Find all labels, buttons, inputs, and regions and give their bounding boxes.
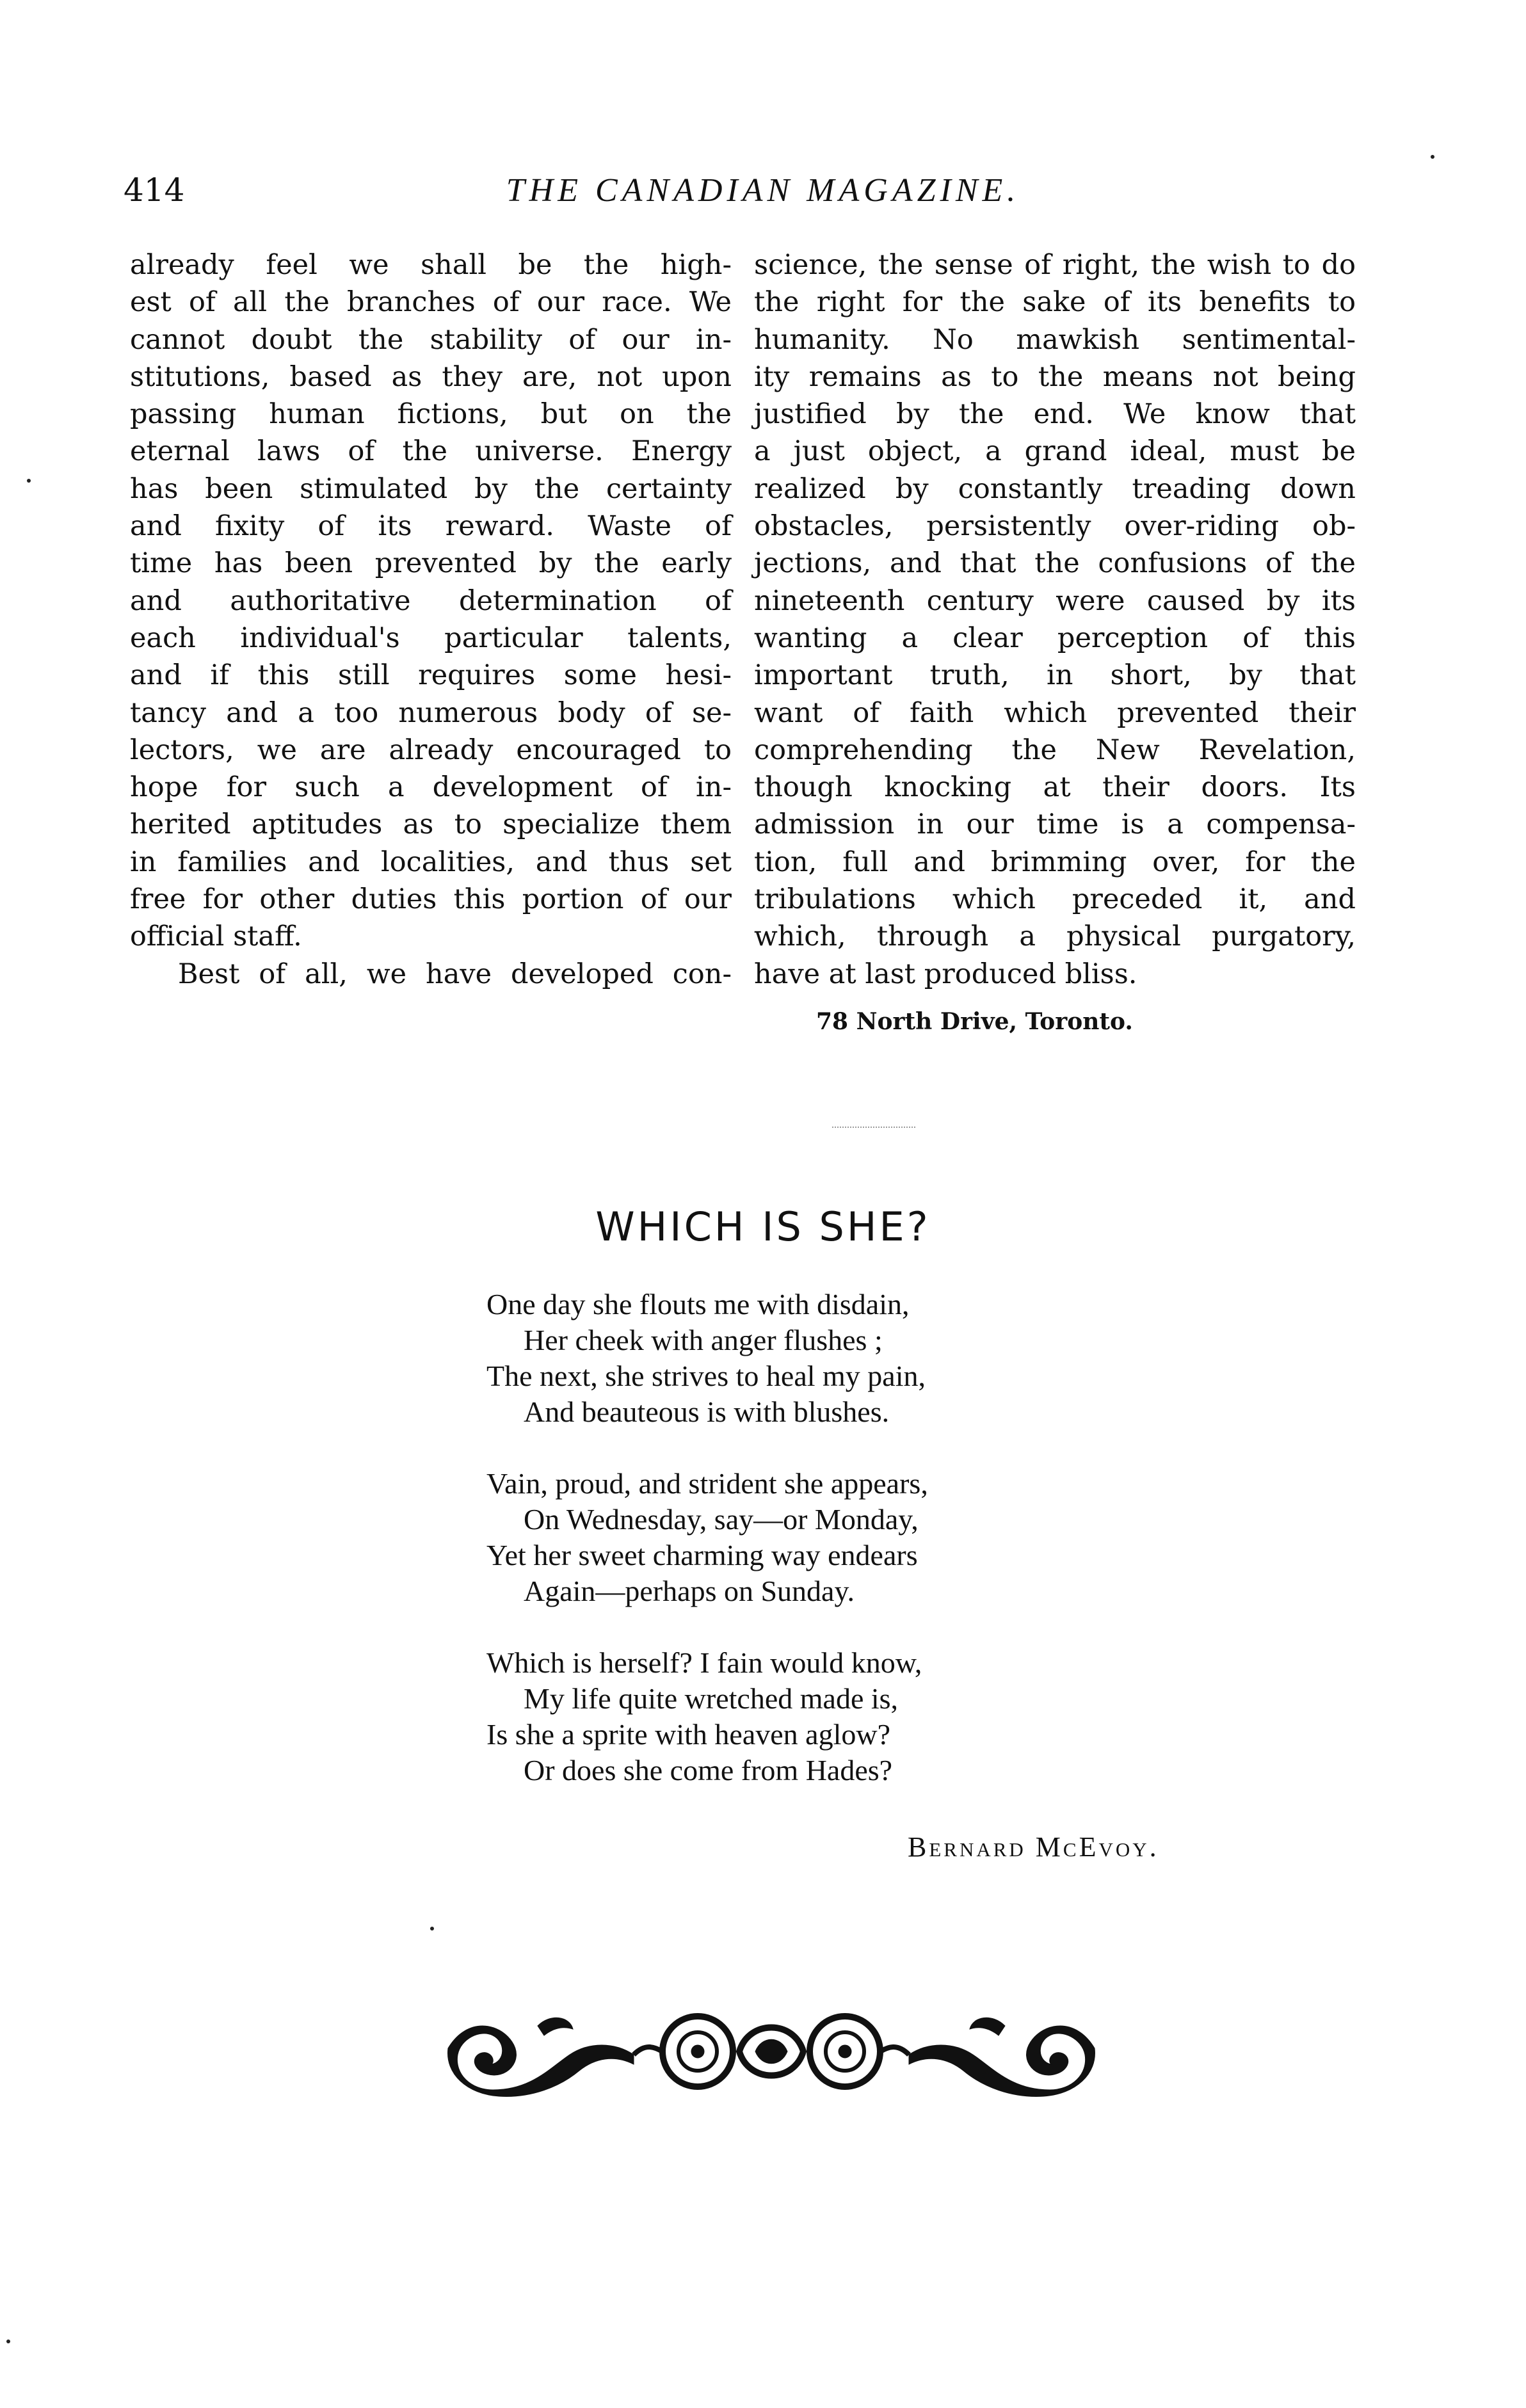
- text-line: already feel we shall be the high-: [130, 249, 732, 281]
- text-line: in families and localities, and thus set: [130, 846, 732, 878]
- text-line: want of faith which prevented their: [754, 696, 1356, 729]
- text-line: tion, full and brimming over, for the: [754, 846, 1356, 878]
- text-line: realized by constantly treading down: [754, 472, 1356, 505]
- poem-stanza: [486, 1287, 928, 1430]
- text-line: has been stimulated by the certainty: [130, 472, 732, 505]
- text-line: time has been prevented by the early: [130, 547, 732, 580]
- text-line: tancy and a too numerous body of se-: [130, 696, 732, 729]
- text-line: cannot doubt the stability of our in-: [130, 323, 732, 356]
- text-line: which, through a physical purgatory,: [754, 920, 1356, 953]
- text-line: ity remains as to the means not being: [754, 360, 1356, 393]
- poem-line: Which is herself? I fain would know,: [486, 1646, 922, 1679]
- text-line: wanting a clear perception of this: [754, 622, 1356, 654]
- poem-line: The next, she strives to heal my pain,: [486, 1360, 926, 1392]
- poem-line: Again—perhaps on Sunday.: [524, 1575, 855, 1607]
- text-line: jections, and that the confusions of the: [754, 547, 1356, 580]
- poem-line: My life quite wretched made is,: [524, 1682, 899, 1715]
- text-line: and if this still requires some hesi-: [130, 659, 732, 692]
- poem-line: On Wednesday, say—or Monday,: [524, 1503, 919, 1536]
- text-line: official staff.: [130, 920, 302, 953]
- text-line: passing human fictions, but on the: [130, 398, 732, 431]
- poem-line: Is she a sprite with heaven aglow?: [486, 1718, 891, 1751]
- text-line: important truth, in short, by that: [754, 659, 1356, 692]
- poem-line: One day she flouts me with disdain,: [486, 1288, 910, 1320]
- text-line: and authoritative determination of: [130, 584, 732, 617]
- section-separator: [832, 1127, 915, 1128]
- text-line: nineteenth century were caused by its: [754, 584, 1356, 617]
- text-line: and fixity of its reward. Waste of: [130, 510, 732, 543]
- text-line: though knocking at their doors. Its: [754, 771, 1356, 804]
- text-line: obstacles, persistently over-riding ob-: [754, 510, 1356, 543]
- print-speck: [430, 1927, 434, 1930]
- text-line: the right for the sake of its benefits to: [754, 286, 1356, 319]
- article-left-column: [130, 246, 732, 993]
- poem-stanza: [486, 1466, 928, 1609]
- text-line: admission in our time is a compensa-: [754, 808, 1356, 841]
- poem-line: Vain, proud, and strident she appears,: [486, 1467, 928, 1500]
- text-line: a just object, a grand ideal, must be: [754, 435, 1356, 468]
- print-speck: [6, 2340, 10, 2343]
- page-number: 414: [124, 172, 185, 209]
- text-line: tribulations which preceded it, and: [754, 883, 1356, 916]
- poem-line: And beauteous is with blushes.: [524, 1395, 890, 1428]
- text-line: free for other duties this portion of our: [130, 883, 732, 916]
- print-speck: [1431, 155, 1434, 159]
- text-line: comprehending the New Revelation,: [754, 734, 1356, 766]
- poem-author: Bernard McEvoy.: [908, 1831, 1159, 1863]
- poem-body: [486, 1287, 928, 1824]
- text-line: hope for such a development of in-: [130, 771, 732, 804]
- article-right-column: [754, 246, 1356, 993]
- text-line: Best of all, we have developed con-: [178, 958, 732, 990]
- decorative-ornament-icon: [442, 2003, 1101, 2099]
- text-line: science, the sense of right, the wish to do: [754, 249, 1356, 281]
- text-line: each individual's particular talents,: [130, 622, 732, 654]
- text-line: stitutions, based as they are, not upon: [130, 360, 732, 393]
- print-speck: [27, 479, 31, 483]
- text-line: est of all the branches of our race. We: [130, 286, 732, 319]
- text-line: lectors, we are already encouraged to: [130, 734, 732, 766]
- text-line: herited aptitudes as to specialize them: [130, 808, 732, 841]
- text-line: eternal laws of the universe. Energy: [130, 435, 732, 468]
- text-line: have at last produced bliss.: [754, 958, 1137, 990]
- text-line: humanity. No mawkish sentimental-: [754, 323, 1356, 356]
- poem-line: Yet her sweet charming way endears: [486, 1539, 918, 1571]
- poem-stanza: [486, 1645, 928, 1788]
- running-title: THE CANADIAN MAGAZINE.: [506, 172, 1020, 209]
- poem-line: Her cheek with anger flushes ;: [524, 1324, 883, 1356]
- text-line: justified by the end. We know that: [754, 398, 1356, 431]
- article-signoff: 78 North Drive, Toronto.: [816, 1008, 1133, 1035]
- poem-line: Or does she come from Hades?: [524, 1754, 893, 1786]
- poem-title: WHICH IS SHE?: [595, 1203, 931, 1250]
